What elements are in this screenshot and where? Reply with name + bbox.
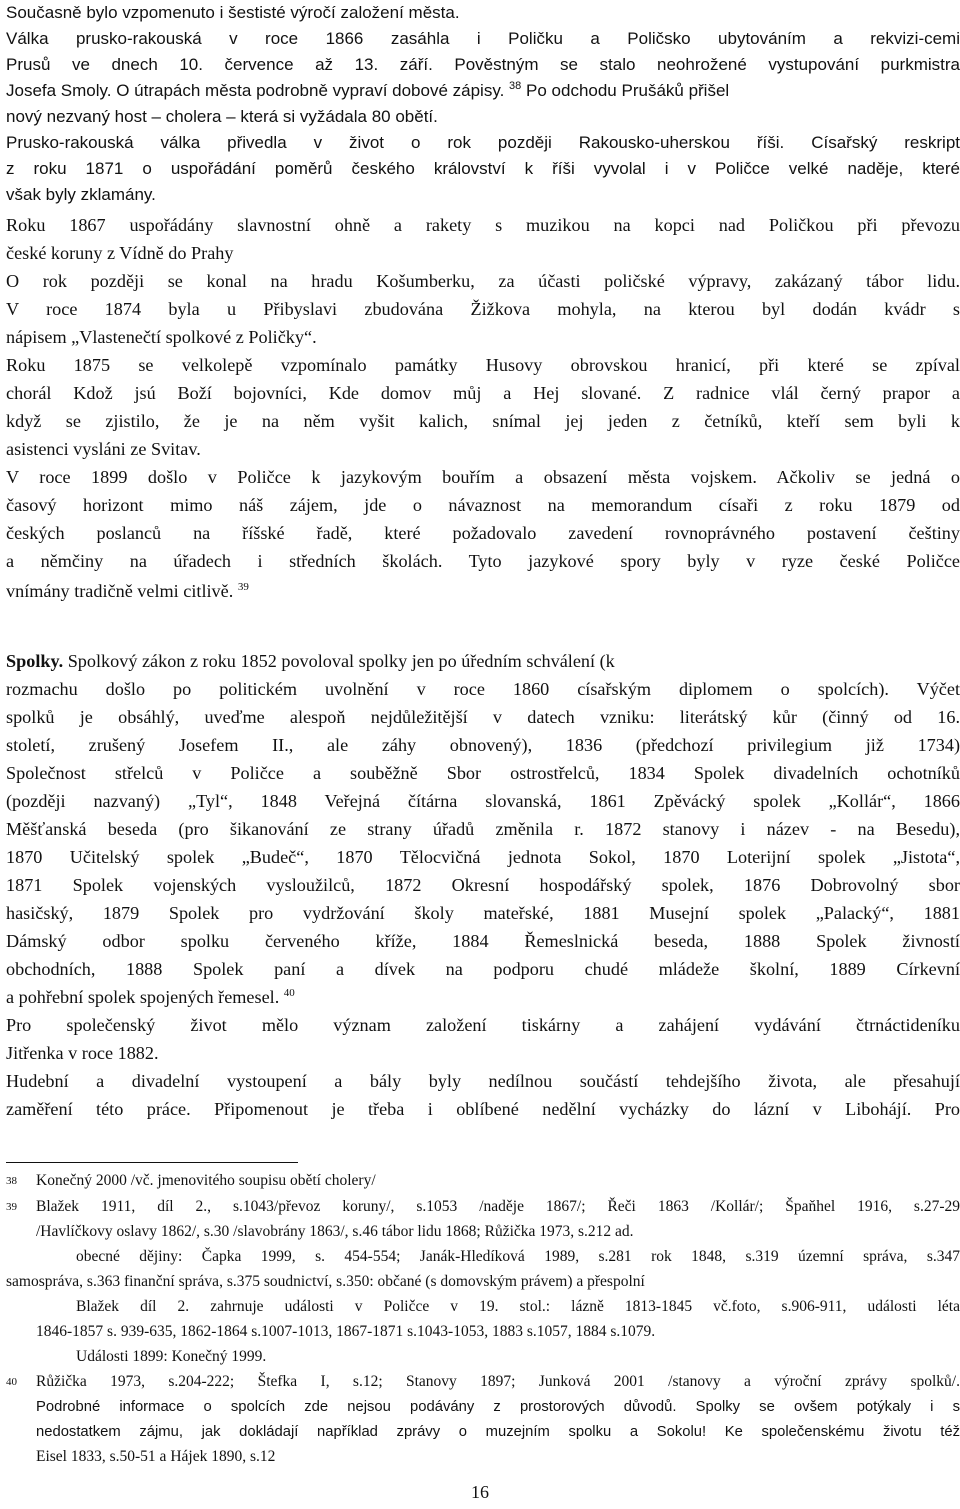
footnote-line [6,1297,960,1317]
body-line: nápisem „Vlastenečtí spolkové z Poličky“. [6,327,317,347]
body-line [6,578,960,604]
body-line: Současně bylo vzpomenuto i šestisté výročí založení města. [6,3,460,22]
body-line: rozmachu došlo po politickém uvolnění v roce 1860 císařským diplomem o spolcích). Výčet [6,679,960,699]
body-text: vnímány tradičně velmi citlivě. [6,581,234,601]
footnote-line [6,1322,960,1342]
body-line: spolků je obsáhlý, uveďme alespoň nejdůležitější v datech vzniku: literátský kůr (činný od 16. [6,707,960,727]
footnote-text: Blažek 1911, díl 2., s.1043/převoz koruny/, s.1053 /naděje 1867/; Řeči 1863 /Kollár/; Špaňhel 1916, s.27-29 [36,1198,960,1215]
body-text: Po odchodu Prušáků přišel [526,81,730,100]
body-line: století, zrušený Josefem II., ale záhy obnovený), 1836 (předchozí privilegium již 1734) [6,735,960,755]
section-heading: Spolky. [6,651,64,671]
body-line: časový horizont mimo náš zájem, jde o návaznost na memorandum císaři z roku 1879 od [6,495,960,515]
body-line: Hudební a divadelní vystoupení a bály byly nedílnou součástí tehdejšího života, ale přesahují [6,1071,960,1091]
body-line: Jitřenka v roce 1882. [6,1043,159,1063]
body-line: a němčiny na úřadech i středních školách. Tyto jazykové spory byly v ryze české Poličce [6,551,960,571]
footnote-line [6,1397,960,1417]
body-text: Josefa Smoly. O útrapách města podrobně vypraví dobové zápisy. [6,81,505,100]
body-line: Roku 1875 se velkolepě vzpomínalo památky Husovy obrovskou hranicí, při které se zpíval [6,355,960,375]
footnote-line [6,1272,960,1292]
body-line: české koruny z Vídně do Prahy [6,243,234,263]
body-line: 1870 Učitelský spolek „Budeč“, 1870 Tělocvičná jednota Sokol, 1870 Loterijní spolek „Jistota“, [6,847,960,867]
footnote-number: 38 [6,1175,17,1187]
footnote-text: Události 1899: Konečný 1999. [76,1348,267,1365]
footnote-line [6,1222,960,1242]
footnote [6,1197,960,1217]
footnote-text: nedostatkem zájmu, jak dokládají například zprávy o muzejním spolku a Sokolu! Ke společenskému životu též [36,1424,960,1440]
body-line [6,984,960,1010]
footnote-text: Blažek díl 2. zahrnuje události v Poličce v 19. stol.: lázně 1813-1845 vč.foto, s.906-911, události léta [76,1298,960,1315]
footnote-text: obecné dějiny: Čapka 1999, s. 454-554; Janák-Hledíková 1989, s.281 rok 1848, s.319 územní správa, s.347 [76,1248,960,1265]
body-line [6,648,960,674]
body-line: Prusů ve dnech 10. července až 13. září. Pověstným se stalo neohrožené vystupování purkmistra [6,55,960,74]
body-line: z roku 1871 o uspořádání poměrů českého království k říši vyvolal i v Poličce velké naděje, které [6,159,960,178]
body-line: hasičský, 1879 Spolek pro vydržování školy mateřské, 1881 Musejní spolek „Palacký“, 1881 [6,903,960,923]
footnote [6,1171,960,1191]
footnote-text: Podrobné informace o spolcích zde nejsou podávány z prostorových důvodů. Spolky se ovšem potýkaly i s [36,1399,960,1415]
body-line: Prusko-rakouská válka přivedla v život o rok později Rakousko-uherskou říši. Císařský reskript [6,133,960,152]
footnote-line [6,1347,960,1367]
body-line: Měšťanská beseda (pro šikanování ze strany úřadů změnila r. 1872 stanovy i název - na Besedu), [6,819,960,839]
body-line: chorál Kdož jsú Boží bojovníci, Kde domov můj a Hej slované. Z radnice vlál černý prapor a [6,383,960,403]
body-line: O rok později se konal na hradu Košumberku, za účasti poličské výpravy, zakázaný tábor lidu. [6,271,960,291]
footnote-ref: 38 [509,80,522,92]
footnote-text: /Havlíčkovy oslavy 1862/, s.30 /slavobrány 1863/, s.46 tábor lidu 1868; Růžička 1973, s.212 ad. [36,1223,634,1240]
body-line: nový nezvaný host – cholera – která si vyžádala 80 obětí. [6,107,438,126]
body-line: V roce 1899 došlo v Poličce k jazykovým bouřím a obsazení města vojskem. Ačkoliv se jedná o [6,467,960,487]
footnote-ref: 39 [237,581,249,593]
footnote-line [6,1422,960,1442]
body-line: Válka prusko-rakouská v roce 1866 zasáhla i Poličku a Poličsko ubytováním a rekvizi-cemi [6,29,960,48]
body-line: 1871 Spolek vojenských vysloužilců, 1872 Okresní hospodářský spolek, 1876 Dobrovolný sbor [6,875,960,895]
body-line: však byly zklamány. [6,185,156,204]
footnote-line [6,1247,960,1267]
body-line: (později nazvaný) „Tyl“, 1848 Veřejná čítárna slovanská, 1861 Zpěvácký spolek „Kollár“, 1866 [6,791,960,811]
footnote-number: 39 [6,1201,17,1213]
footnote-text: Růžička 1973, s.204-222; Štefka I, s.12; Stanovy 1897; Junková 2001 /stanovy a výroční zprávy spolků/. [36,1373,960,1390]
body-line: asistenci vysláni ze Svitav. [6,439,201,459]
footnote-text: samospráva, s.363 finanční správa, s.375 soudnictví, s.350: občané (s domovským právem) a přespolní [6,1273,645,1290]
body-line: když se zjistilo, že je na něm vyšit kalich, snímal jej jeden z četníků, kteří sem byli k [6,411,960,431]
body-line: obchodních, 1888 Spolek paní a dívek na podporu chudé mládeže školní, 1889 Církevní [6,959,960,979]
body-text: Spolkový zákon z roku 1852 povoloval spolky jen po úředním schválení (k [63,651,615,671]
footnote [6,1372,960,1392]
footnote-divider [6,1162,298,1163]
footnote-line [6,1447,960,1467]
body-line: českých poslanců na říšské řadě, které požadovalo zavedení rovnoprávného postavení češtiny [6,523,960,543]
footnote-text: 1846-1857 s. 939-635, 1862-1864 s.1007-1013, 1867-1871 s.1043-1053, 1883 s.1057, 1884 s.1079. [36,1323,656,1340]
body-text: a pohřební spolek spojených řemesel. [6,987,280,1007]
body-line: zaměření této práce. Připomenout je třeba i oblíbené nedělní vycházky do lázní v Libohájí. Pro [6,1099,960,1119]
footnote-number: 40 [6,1376,17,1388]
footnote-text: Konečný 2000 /vč. jmenovitého soupisu obětí cholery/ [36,1172,376,1189]
body-line: Společnost střelců v Poličce a souběžně Sbor ostrostřelců, 1834 Spolek divadelních ochotníků [6,763,960,783]
page-number: 16 [471,1482,489,1502]
body-line: Roku 1867 uspořádány slavnostní ohně a rakety s muzikou na kopci nad Poličkou při převozu [6,215,960,235]
body-line: Dámský odbor spolku červeného kříže, 1884 Řemeslnická beseda, 1888 Spolek živností [6,931,960,951]
footnote-ref: 40 [283,987,295,999]
footnote-text: Eisel 1833, s.50-51 a Hájek 1890, s.12 [36,1448,276,1465]
body-line [6,78,960,104]
body-line: Pro společenský život mělo význam založení tiskárny a zahájení vydávání čtrnáctideníku [6,1015,960,1035]
body-line: V roce 1874 byla u Přibyslavi zbudována Žižkova mohyla, na kterou byl dodán kvádr s [6,299,960,319]
